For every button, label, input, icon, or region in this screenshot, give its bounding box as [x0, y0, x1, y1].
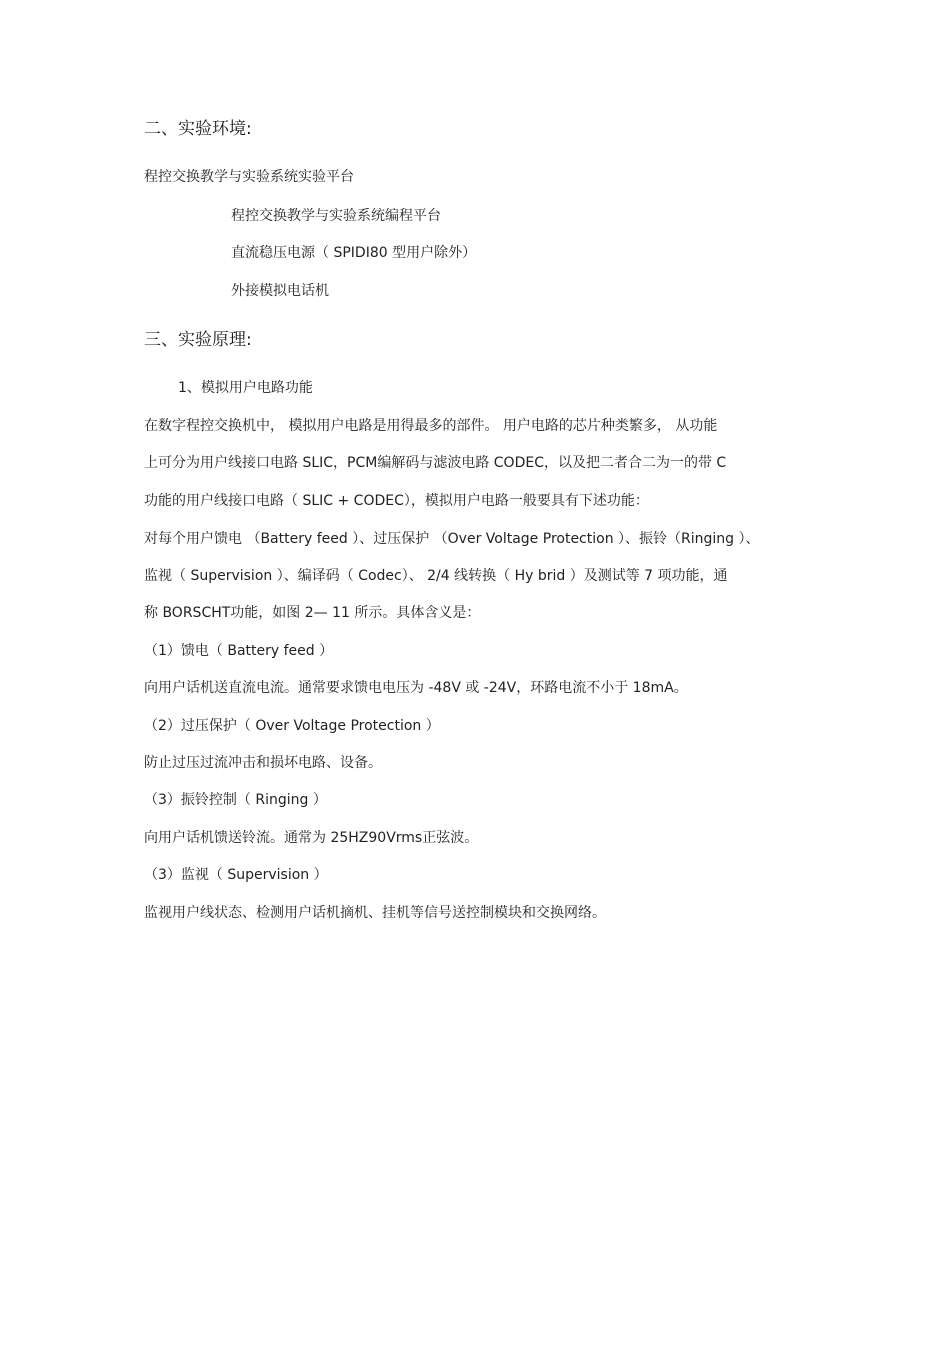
paragraph-line-2: 上可分为用户线接口电路 SLIC，PCM编解码与滤波电路 CODEC，以及把二者合二为一的带 C: [144, 455, 727, 471]
paragraph-line-3: 功能的用户线接口电路（ SLIC + CODEC），模拟用户电路一般要具有下述功能：: [144, 493, 649, 509]
item-ringing-title: （3）振铃控制（ Ringing ）: [144, 792, 327, 808]
item-overvoltage-title: （2）过压保护（ Over Voltage Protection ）: [144, 718, 440, 734]
item-ringing-desc: 向用户话机馈送铃流。通常为 25HZ90Vrms正弦波。: [144, 830, 479, 846]
section-3-heading: 三、实验原理:: [144, 330, 252, 350]
env-item-platform: 程控交换教学与实验系统实验平台: [144, 169, 354, 185]
section-2-heading: 二、实验环境:: [144, 119, 252, 139]
item-supervision-desc: 监视用户线状态、检测用户话机摘机、挂机等信号送控制模块和交换网络。: [144, 905, 606, 921]
env-item-telephone: 外接模拟电话机: [231, 283, 329, 299]
item-overvoltage-desc: 防止过压过流冲击和损坏电路、设备。: [144, 755, 382, 771]
item-feed-title: （1）馈电（ Battery feed ）: [144, 643, 334, 659]
paragraph-line-5: 监视（ Supervision ）、编译码（ Codec）、 2/4 线转换（ Hy brid ）及测试等 7 项功能，通: [144, 568, 728, 584]
paragraph-line-4: 对每个用户馈电 （Battery feed ）、过压保护 （Over Voltage Protection ）、振铃（Ringing ）、: [144, 531, 760, 547]
subsection-1-title: 1、模拟用户电路功能: [178, 380, 313, 396]
paragraph-line-1: 在数字程控交换机中， 模拟用户电路是用得最多的部件。 用户电路的芯片种类繁多， 从功能: [144, 418, 718, 434]
paragraph-line-6: 称 BORSCHT功能，如图 2— 11 所示。具体含义是：: [144, 605, 481, 621]
env-item-power-supply: 直流稳压电源（ SPIDI80 型用户除外）: [231, 245, 477, 261]
item-supervision-title: （3）监视（ Supervision ）: [144, 867, 328, 883]
item-feed-desc: 向用户话机送直流电流。通常要求馈电电压为 -48V 或 -24V，环路电流不小于 18mA。: [144, 680, 688, 696]
env-item-programming-platform: 程控交换教学与实验系统编程平台: [231, 208, 441, 224]
